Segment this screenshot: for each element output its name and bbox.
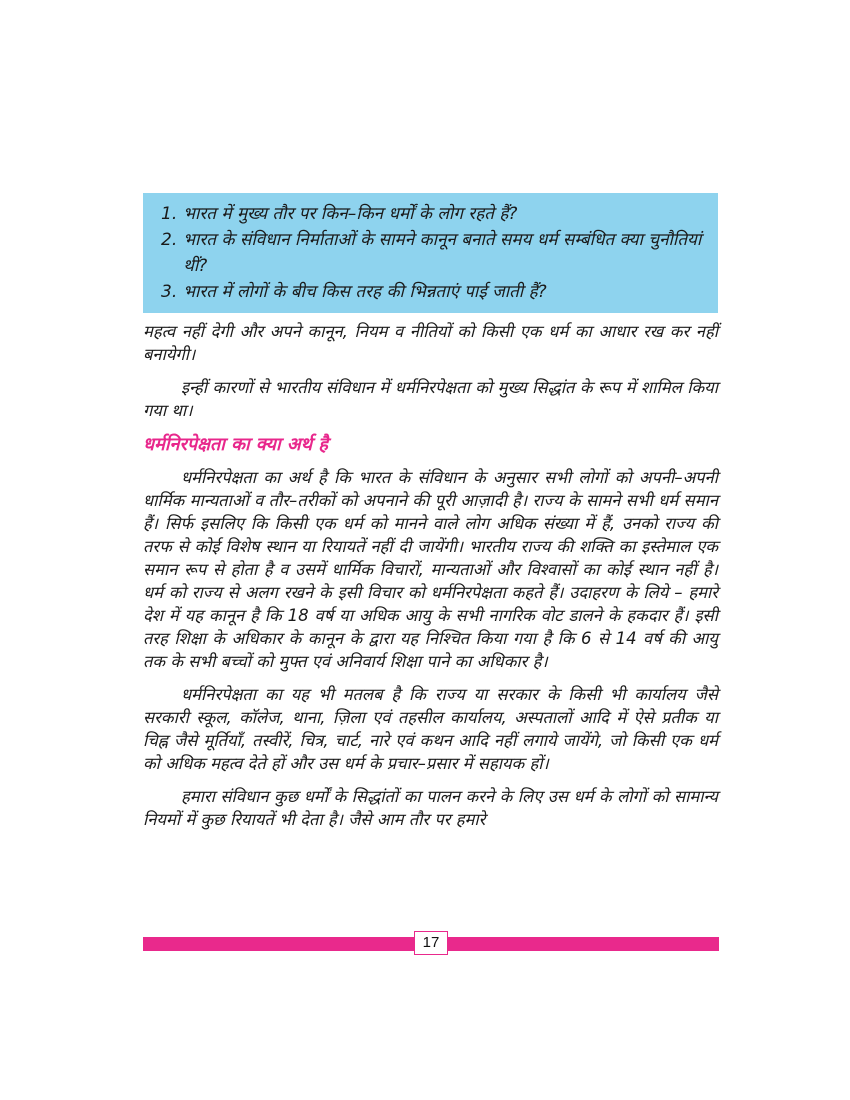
question-number: 2. bbox=[161, 230, 178, 250]
paragraph: धर्मनिरपेक्षता का अर्थ है कि भारत के संविधान के अनुसार सभी लोगों को अपनी–अपनी धार्मिक मान्यताओं व तौर–तरीकों को अपनाने की पूरी आज़ादी है। राज्य के सामने सभी धर्म समान हैं। सिर्फ इसलिए कि किसी एक धर्म को मानने वाले लोग अधिक संख्या में हैं, उनको राज्य की तरफ से कोई विशेष स्थान या रियायतें नहीं दी जायेंगी। भारतीय राज्य की शक्ति का इस्तेमाल एक समान रूप से होता है व उसमें धार्मिक विचारों, मान्यताओं और विश्वासों का कोई स्थान नहीं है। धर्म को राज्य से अलग रखने के इसी विचार को धर्मनिरपेक्षता कहते हैं। उदाहरण के लिये – हमारे देश में यह कानून है कि 18 वर्ष या अधिक आयु के सभी नागरिक वोट डालने के हकदार हैं। इसी तरह शिक्षा के अधिकार के कानून के द्वारा यह निश्चित किया गया है कि 6 से 14 वर्ष की आयु तक के सभी बच्चों को मुफ्त एवं अनिवार्य शिक्षा पाने का अधिकार है। bbox=[143, 468, 718, 671]
question-item bbox=[161, 279, 704, 305]
page-number: 17 bbox=[414, 931, 448, 955]
section-heading: धर्मनिरपेक्षता का क्या अर्थ है bbox=[143, 434, 328, 455]
questions-box bbox=[143, 193, 718, 313]
paragraph: धर्मनिरपेक्षता का यह भी मतलब है कि राज्य या सरकार के किसी भी कार्यालय जैसे सरकारी स्कूल, कॉलेज, थाना, ज़िला एवं तहसील कार्यालय, अस्पतालों आदि में ऐसे प्रतीक या चिह्न जैसे मूर्तियाँ, तस्वीरें, चित्र, चार्ट, नारे एवं कथन आदि नहीं लगाये जायेंगे, जो किसी एक धर्म को अधिक महत्व देते हों और उस धर्म के प्रचार–प्रसार में सहायक हों। bbox=[143, 685, 718, 773]
question-item bbox=[161, 227, 704, 279]
paragraph: इन्हीं कारणों से भारतीय संविधान में धर्मनिरपेक्षता को मुख्य सिद्धांत के रूप में शामिल किया गया था। bbox=[143, 378, 718, 420]
question-item bbox=[161, 201, 704, 227]
question-text: भारत में मुख्य तौर पर किन–किन धर्मों के लोग रहते हैं? bbox=[183, 204, 518, 224]
question-number: 1. bbox=[161, 204, 178, 224]
question-number: 3. bbox=[161, 282, 178, 302]
question-text: भारत में लोगों के बीच किस तरह की भिन्नताएं पाई जाती हैं? bbox=[183, 282, 547, 302]
body-text bbox=[143, 320, 718, 841]
question-text: भारत के संविधान निर्माताओं के सामने कानून बनाते समय धर्म सम्बंधित क्या चुनौतियां थीं? bbox=[183, 230, 702, 276]
paragraph: हमारा संविधान कुछ धर्मों के सिद्धांतों का पालन करने के लिए उस धर्म के लोगों को सामान्य नियमों में कुछ रियायतें भी देता है। जैसे आम तौर पर हमारे bbox=[143, 787, 718, 829]
paragraph: महत्व नहीं देगी और अपने कानून, नियम व नीतियों को किसी एक धर्म का आधार रख कर नहीं बनायेगी। bbox=[143, 322, 718, 364]
